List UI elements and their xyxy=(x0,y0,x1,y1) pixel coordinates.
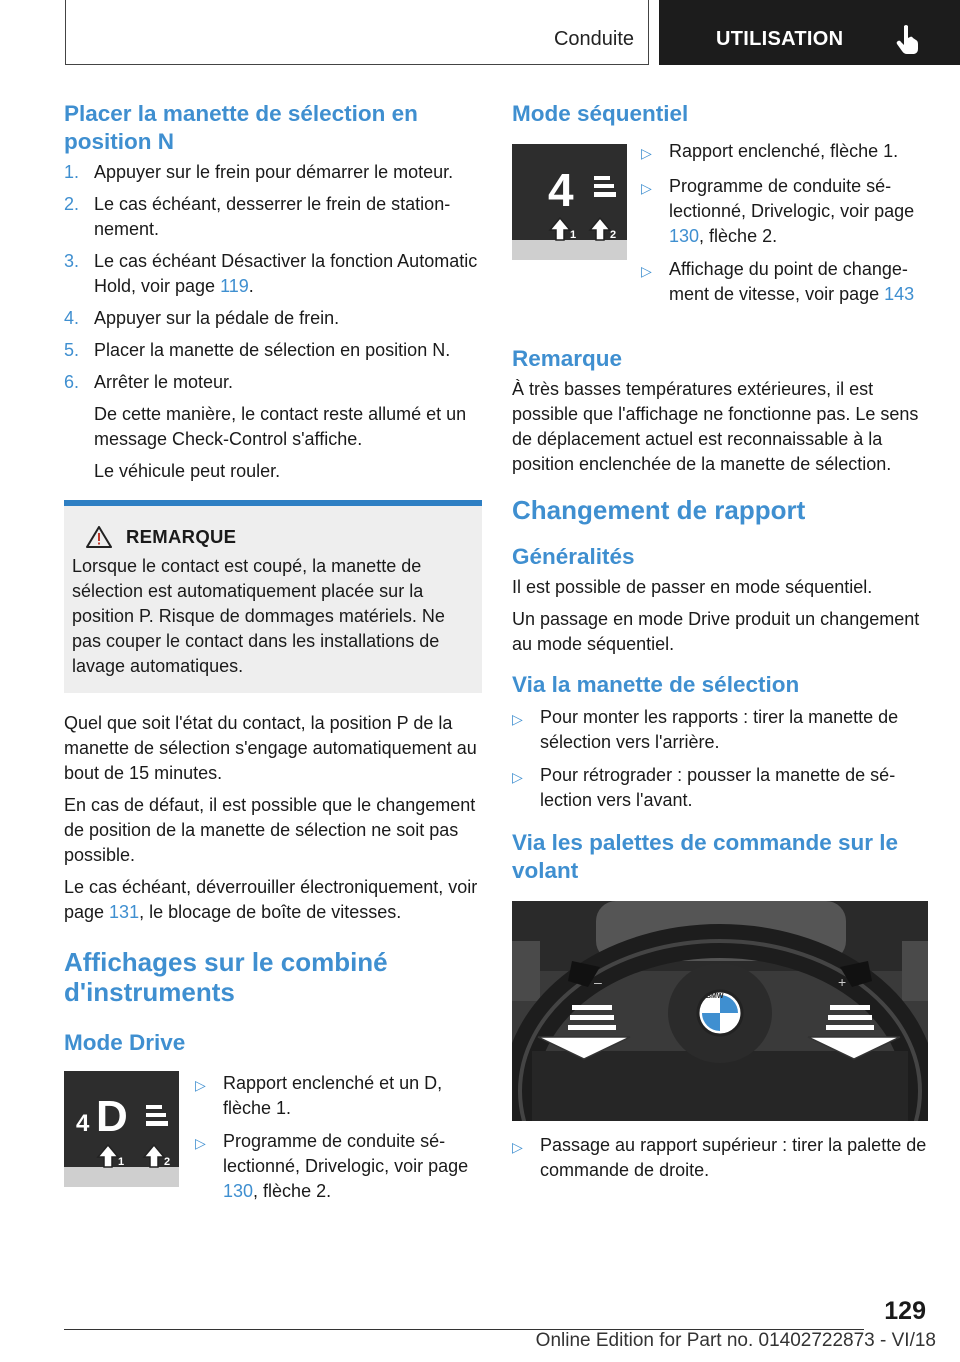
list-item: ▷ Pour rétrograder : pousser la manette de sélection vers l'avant. xyxy=(512,763,928,813)
warning-icon xyxy=(86,526,112,548)
heading-mode-drive: Mode Drive xyxy=(64,1030,186,1055)
list-item: 5. Placer la manette de sélection en position N. xyxy=(64,340,451,360)
list-item: 2. Le cas échéant, desserrer le frein de stationnement. xyxy=(64,194,451,239)
sequential-display-image xyxy=(512,144,627,260)
left-column xyxy=(64,100,482,1212)
drive-display-image xyxy=(64,1071,179,1187)
paragraph: À très basses températures extérieures, il est possible que l'affichage ne fonctionne pas. Le sens de déplacement actuel est reconnaissable à la position enclenchée de la manette de sélection. xyxy=(512,379,919,474)
list-item: ▷ Programme de conduite sélectionné, Drivelogic, voir page 130, flèche 2. xyxy=(195,1129,482,1204)
page-number: 129 xyxy=(884,1297,926,1325)
page-link-130[interactable]: 130 xyxy=(223,1181,254,1201)
arrow-label: 1 xyxy=(118,1156,125,1168)
paragraph: En cas de défaut, il est possible que le changement de position de la manette de sélection ne soit pas possible. xyxy=(64,795,476,865)
chapter-tab xyxy=(659,0,960,65)
page-link-143[interactable]: 143 xyxy=(884,284,915,304)
page-link-119[interactable]: 119 xyxy=(220,276,249,296)
triangle-bullet-icon: ▷ xyxy=(195,1077,206,1093)
triangle-bullet-icon: ▷ xyxy=(641,145,652,161)
triangle-bullet-icon: ▷ xyxy=(641,263,652,279)
heading-via-palettes: Via les palettes de commande sur le volant xyxy=(512,830,899,883)
notice-title: REMARQUE xyxy=(126,526,237,547)
triangle-bullet-icon: ▷ xyxy=(512,769,523,785)
edition-info: Online Edition for Part no. 01402722873 - VI/18 xyxy=(535,1330,936,1351)
paragraph: Un passage en mode Drive produit un changement au mode séquentiel. xyxy=(512,609,920,654)
notice-box xyxy=(64,500,482,693)
list-item: 6. Arrêter le moteur. De cette manière, le contact reste allumé et un message Check-Control s'affiche. Le véhicule peut rouler. xyxy=(64,372,467,481)
notice-body: Lorsque le contact est coupé, la manette de sélection est automatiquement placée sur la position P. Risque de dommages matériels. Ne pas couper le contact dans les installations de lavage automatiques. xyxy=(72,556,445,676)
heading-remarque: Remarque xyxy=(512,346,623,371)
via-manette-list xyxy=(512,705,928,813)
heading-changement: Changement de rapport xyxy=(512,495,806,525)
heading-affichages: Affichages sur le combiné d'instruments xyxy=(64,947,388,1007)
list-item: 4. Appuyer sur la pédale de frein. xyxy=(64,308,340,328)
triangle-bullet-icon: ▷ xyxy=(512,711,523,727)
list-item: ▷ Passage au rapport supérieur : tirer la palette de commande de droite. xyxy=(512,1133,928,1183)
chapter-title: UTILISATION xyxy=(716,28,844,50)
list-item: ▷ Rapport enclenché, flèche 1. xyxy=(641,139,928,166)
header-section-box xyxy=(65,0,649,65)
steps-list xyxy=(64,160,482,484)
list-item: ▷ Affichage du point de changement de vitesse, voir page 143 xyxy=(641,257,928,307)
list-item: ▷ Pour monter les rapports : tirer la manette de sélection vers l'arrière. xyxy=(512,705,928,755)
list-item: ▷ Programme de conduite sélectionné, Drivelogic, voir page 130, flèche 2. xyxy=(641,174,928,249)
list-item: 3. Le cas échéant Désactiver la fonction Automatic Hold, voir page 119. xyxy=(64,251,478,296)
paragraph: Il est possible de passer en mode séquentiel. xyxy=(512,577,873,597)
triangle-bullet-icon: ▷ xyxy=(641,180,652,196)
triangle-bullet-icon: ▷ xyxy=(195,1135,206,1151)
steering-wheel-image xyxy=(512,901,928,1121)
seq-gear-label: 4 xyxy=(548,164,574,216)
plus-label: + xyxy=(838,974,847,990)
heading-position-n: Placer la manette de sélection en position N xyxy=(64,101,418,154)
right-column xyxy=(512,100,928,1191)
svg-text:BMW: BMW xyxy=(706,993,724,1000)
drive-gear-label: 4 xyxy=(76,1110,90,1137)
arrow-label: 2 xyxy=(164,1156,171,1168)
minus-label: – xyxy=(594,974,602,990)
paragraph: Quel que soit l'état du contact, la position P de la manette de sélection s'engage automatiquement au bout de 15 minutes. xyxy=(64,713,477,783)
triangle-bullet-icon: ▷ xyxy=(512,1139,523,1155)
drive-mode-label: D xyxy=(96,1092,128,1141)
list-item: ▷ Rapport enclenché et un D, flèche 1. xyxy=(195,1071,482,1121)
heading-generalites: Généralités xyxy=(512,544,635,569)
drive-list xyxy=(195,1071,482,1212)
page-link-131[interactable]: 131 xyxy=(109,902,140,922)
section-title: Conduite xyxy=(553,28,634,50)
paragraph: Le cas échéant, déverrouiller électroniquement, voir page 131, le blocage de boîte de vitesses. xyxy=(64,877,478,922)
arrow-label: 2 xyxy=(610,229,617,241)
heading-mode-sequentiel: Mode séquentiel xyxy=(512,101,689,126)
hand-pointer-icon xyxy=(895,24,921,54)
via-palettes-list xyxy=(512,1133,928,1183)
list-item: 1. Appuyer sur le frein pour démarrer le moteur. xyxy=(64,162,454,182)
page-link-130[interactable]: 130 xyxy=(669,226,700,246)
sequential-list xyxy=(641,139,928,315)
arrow-label: 1 xyxy=(570,229,577,241)
heading-via-manette: Via la manette de sélection xyxy=(512,672,800,697)
